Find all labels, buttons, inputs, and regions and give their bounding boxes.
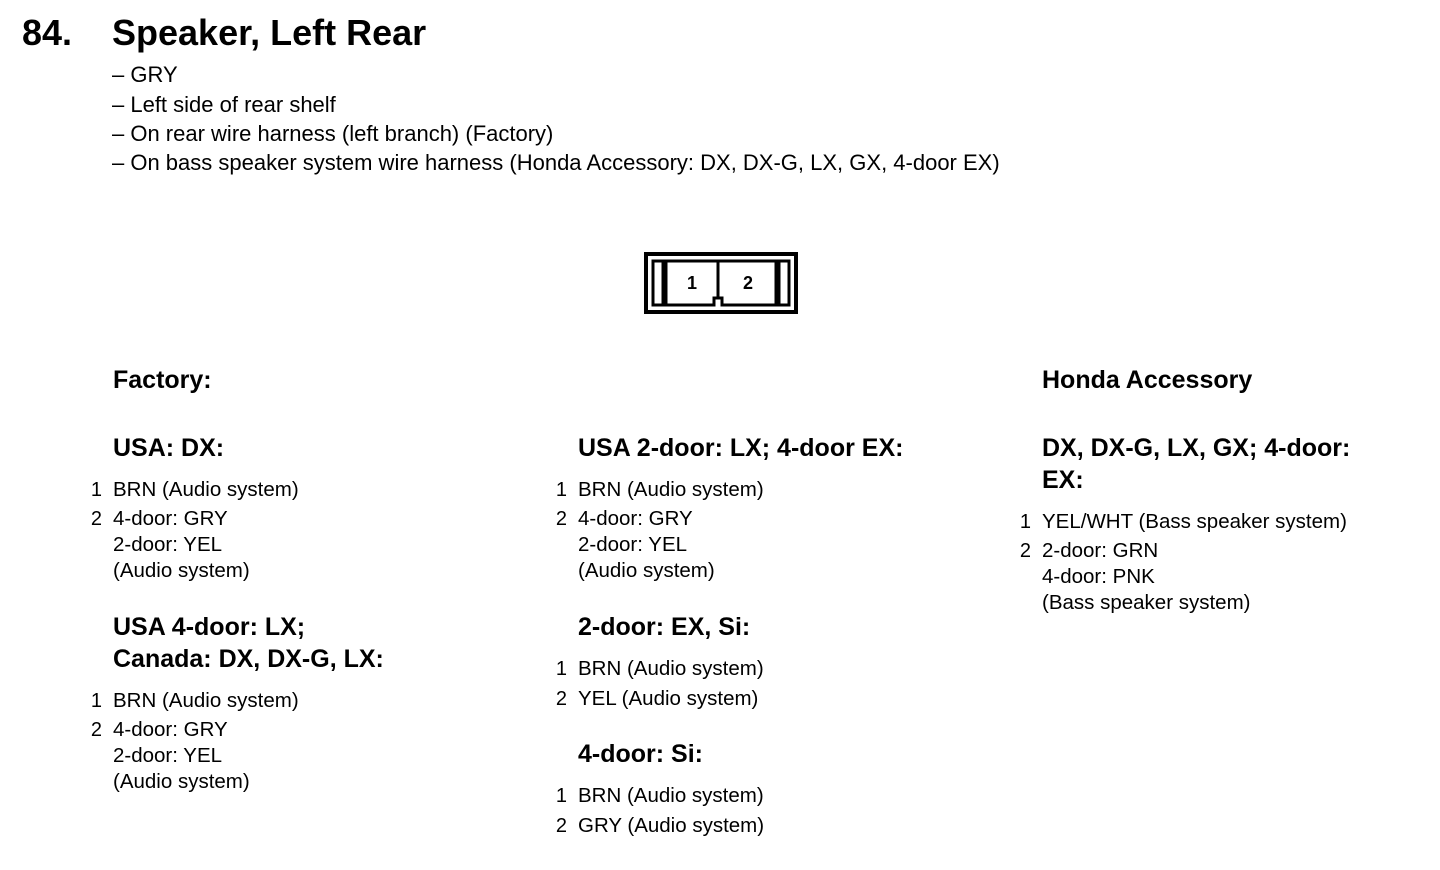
2door-ex-si-heading: 2-door: EX, Si: — [578, 613, 751, 641]
pin-circuit: (Audio system) — [113, 559, 250, 582]
pin-wire: 2-door: YEL — [113, 533, 223, 556]
pin-circuit: (Bass speaker system) — [1042, 591, 1251, 614]
pin-number: 2 — [555, 508, 567, 530]
detail-color: – GRY — [112, 62, 178, 87]
pin-number: 1 — [555, 479, 567, 501]
connector-diagram — [644, 252, 798, 314]
pin-number: 2 — [90, 508, 102, 530]
page-title: Speaker, Left Rear — [112, 12, 427, 53]
accessory-heading: Honda Accessory — [1042, 366, 1253, 394]
accessory-models-heading-cont: EX: — [1042, 466, 1084, 494]
pin-wire: 4-door: GRY — [113, 718, 228, 741]
pin-number: 2 — [555, 815, 567, 837]
detail-location: – Left side of rear shelf — [112, 92, 336, 117]
pin-wire: BRN (Audio system) — [578, 657, 764, 680]
pin-number: 2 — [1019, 540, 1031, 562]
pin-number: 1 — [1019, 511, 1031, 533]
4door-si-heading: 4-door: Si: — [578, 740, 703, 768]
section-number: 84. — [22, 12, 73, 53]
cavity-1-label: 1 — [686, 273, 698, 293]
factory-heading: Factory: — [113, 366, 212, 394]
pin-wire: BRN (Audio system) — [578, 784, 764, 807]
pin-number: 2 — [555, 688, 567, 710]
pin-wire: BRN (Audio system) — [578, 478, 764, 501]
pin-wire: 2-door: YEL — [113, 744, 223, 767]
pin-wire: 2-door: GRN — [1042, 539, 1159, 562]
pin-wire: 4-door: PNK — [1042, 565, 1155, 588]
pin-circuit: (Audio system) — [113, 770, 250, 793]
pin-wire: BRN (Audio system) — [113, 689, 299, 712]
pin-wire: YEL/WHT (Bass speaker system) — [1042, 510, 1347, 533]
pin-wire: BRN (Audio system) — [113, 478, 299, 501]
pin-wire: 2-door: YEL — [578, 533, 688, 556]
canada-heading: Canada: DX, DX-G, LX: — [113, 645, 384, 673]
pin-wire: GRY (Audio system) — [578, 814, 765, 837]
pin-number: 1 — [555, 658, 567, 680]
pin-wire: 4-door: GRY — [578, 507, 693, 530]
pin-wire: 4-door: GRY — [113, 507, 228, 530]
pin-wire: YEL (Audio system) — [578, 687, 759, 710]
detail-harness-factory: – On rear wire harness (left branch) (Factory) — [112, 121, 554, 146]
pin-number: 2 — [90, 719, 102, 741]
usa-dx-heading: USA: DX: — [113, 434, 225, 462]
pin-number: 1 — [555, 785, 567, 807]
pin-number: 1 — [90, 479, 102, 501]
pin-circuit: (Audio system) — [578, 559, 715, 582]
accessory-models-heading: DX, DX-G, LX, GX; 4-door: — [1042, 434, 1351, 462]
usa-4door-lx-heading: USA 4-door: LX; — [113, 613, 306, 641]
pin-number: 1 — [90, 690, 102, 712]
cavity-2-label: 2 — [742, 273, 754, 293]
usa-2door-lx-heading: USA 2-door: LX; 4-door EX: — [578, 434, 904, 462]
detail-harness-accessory: – On bass speaker system wire harness (Honda Accessory: DX, DX-G, LX, GX, 4-door EX) — [112, 150, 1000, 175]
